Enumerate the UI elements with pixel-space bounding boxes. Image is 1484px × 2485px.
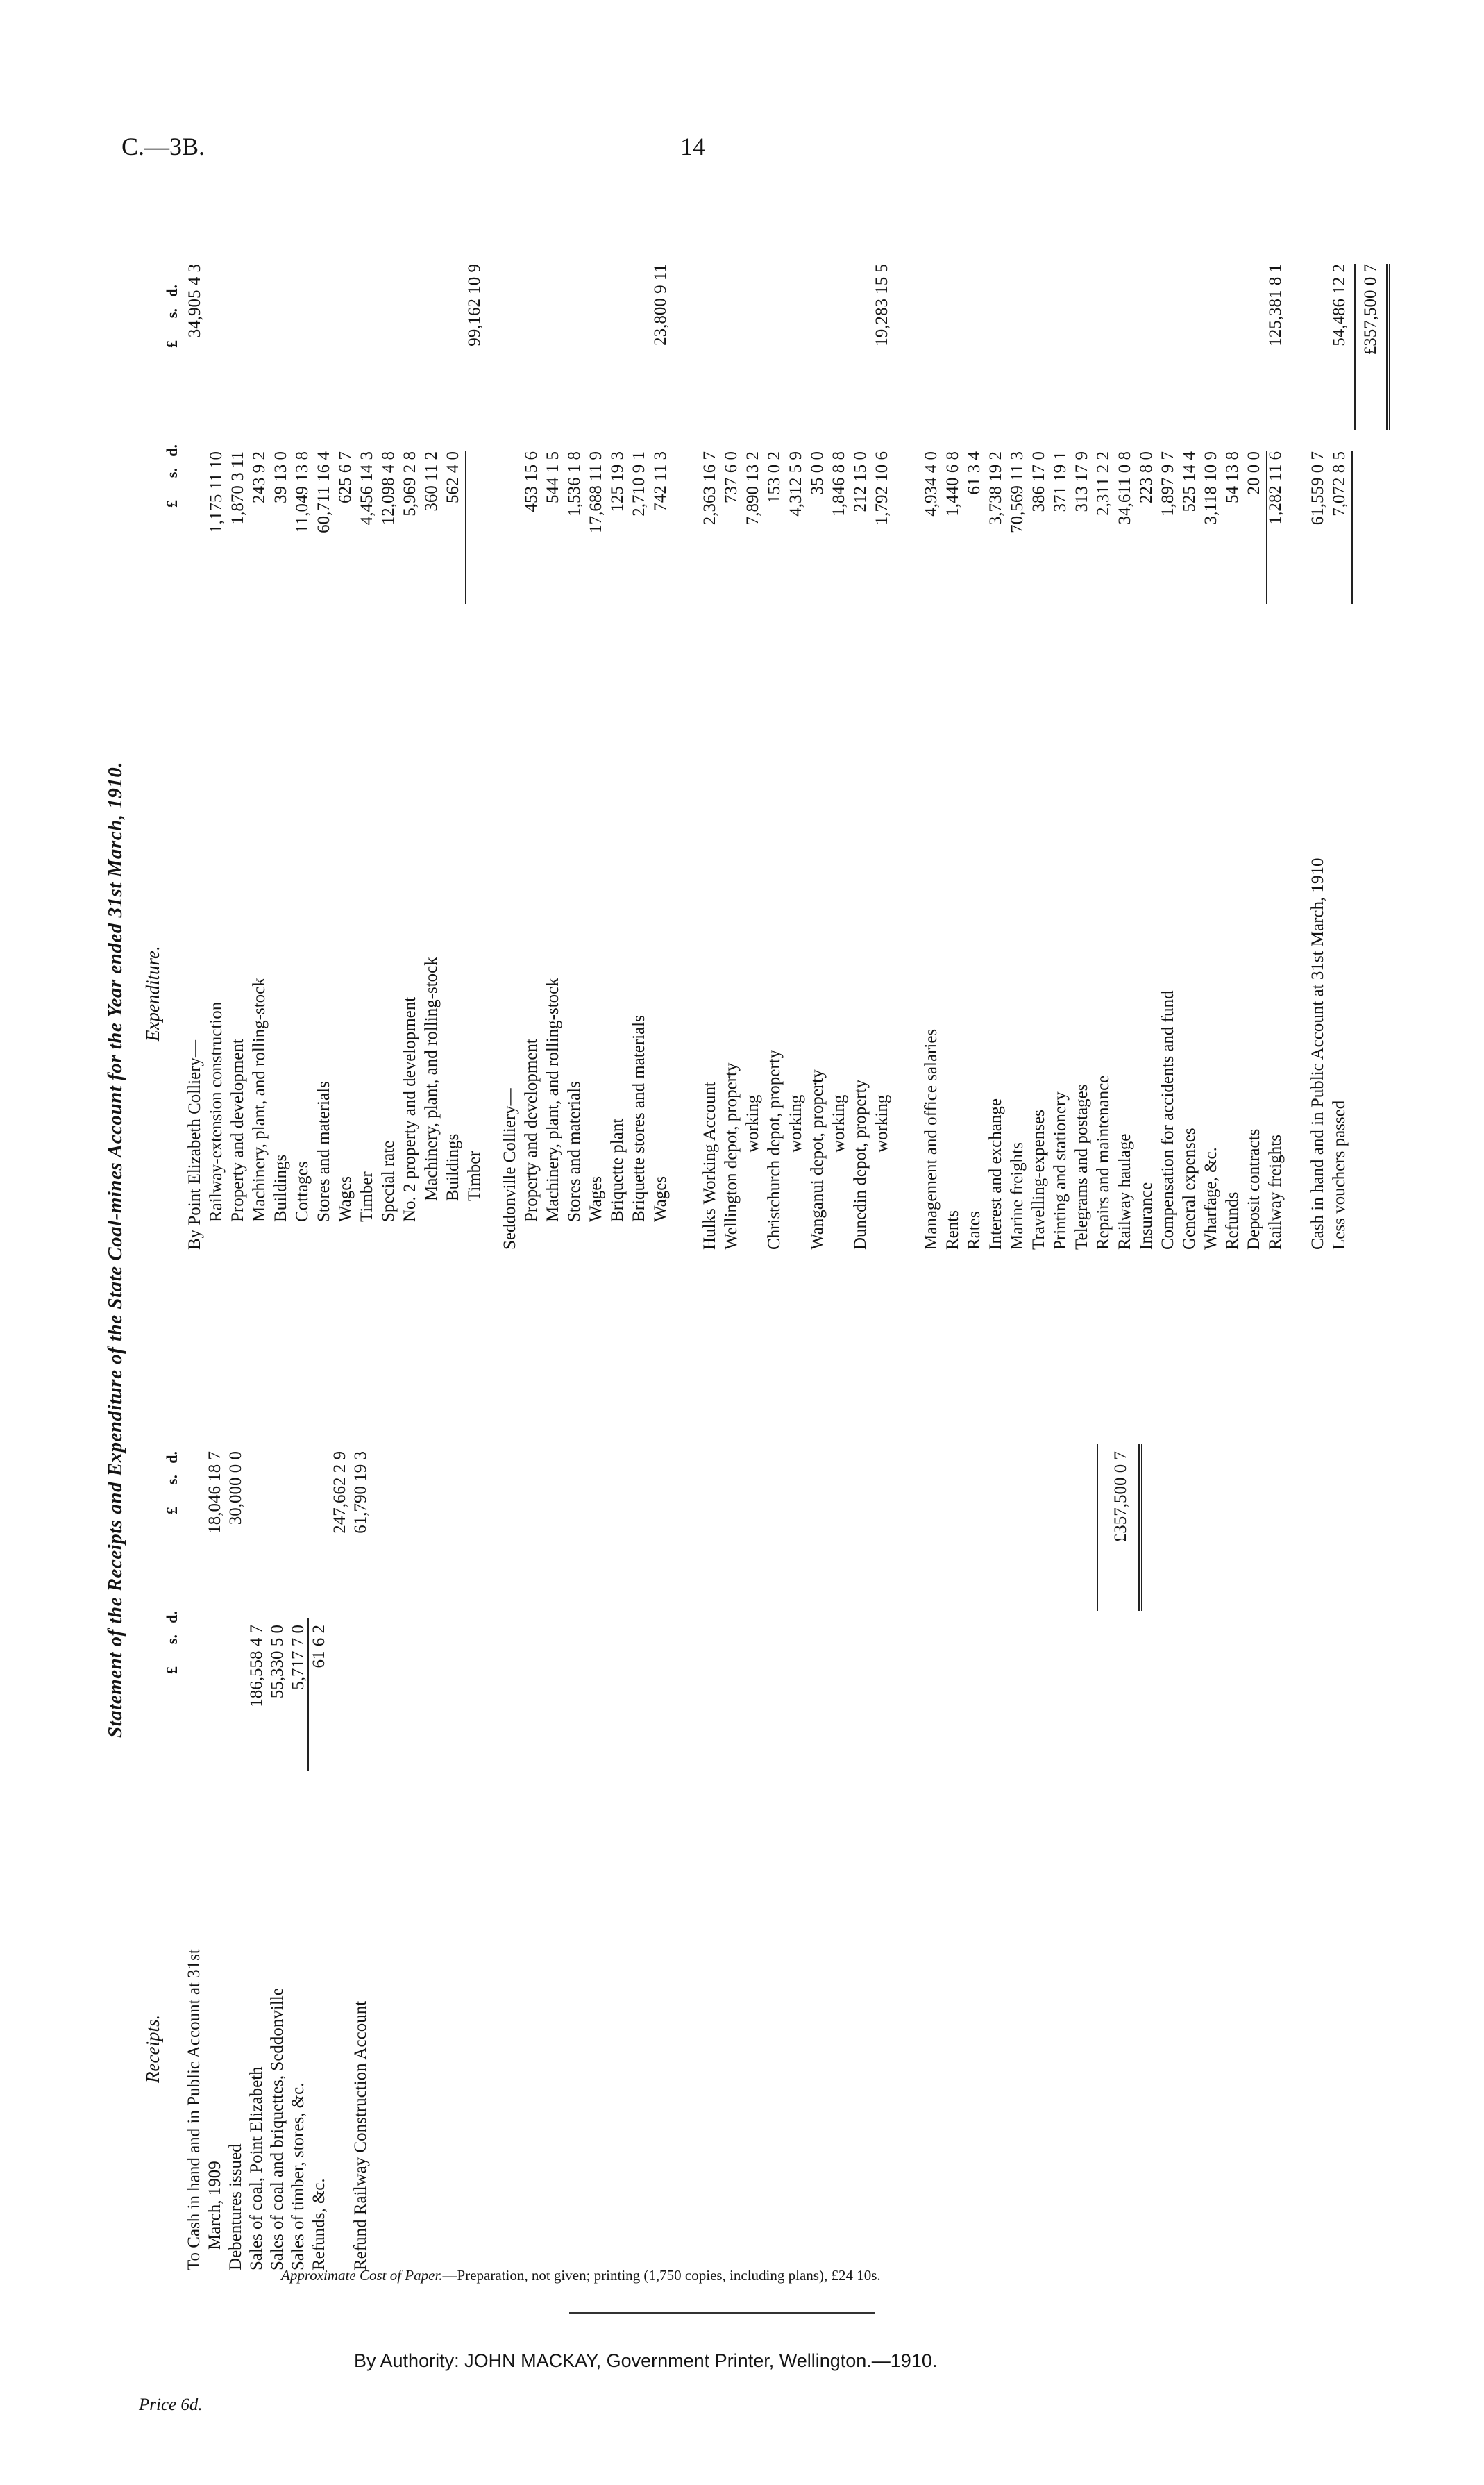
expenditure-line: Railway freights (1266, 1135, 1285, 1250)
expenditure-grand-total: £357,500 0 7 (1361, 264, 1380, 355)
receipt-total-amount (184, 1451, 205, 1611)
expenditure-line: Wages (587, 1175, 605, 1222)
expenditure-line: Wages (336, 1175, 355, 1222)
general-total: 125,381 8 1 (1266, 264, 1285, 346)
receipt-detail-amount (330, 1625, 351, 1771)
receipt-detail-amount: 5,717 7 0 (289, 1625, 307, 1690)
expenditure-line: Less vouchers passed (1330, 1100, 1349, 1250)
expenditure-amount: 360 11 2 (422, 451, 441, 512)
expenditure-line: Timber (357, 1171, 376, 1222)
page-number: 14 (680, 133, 705, 160)
receipt-total-amount: 61,790 19 3 (351, 1451, 370, 1534)
expenditure-amount: 243 9 2 (250, 451, 269, 503)
expenditure-line: Deposit contracts (1245, 1128, 1263, 1250)
receipt-detail-amount: 55,330 5 0 (268, 1625, 287, 1699)
expenditure-amount: 4,312 5 9 (786, 451, 805, 517)
expenditure-line: Wanganui depot, property (808, 1069, 827, 1250)
expenditure-line: Dunedin depot, property (851, 1079, 870, 1250)
expenditure-amount: 61 3 4 (965, 451, 984, 495)
authority-line: By Authority: JOHN MACKAY, Government Printer, Wellington.—1910. (354, 2350, 938, 2371)
expenditure-line: No. 2 property and development (400, 996, 419, 1222)
expenditure-amount: 34,611 0 8 (1115, 451, 1134, 525)
expenditure-amount: 60,711 16 4 (314, 451, 333, 533)
expenditure-amount: 212 15 0 (851, 451, 870, 512)
expenditure-line: Insurance (1137, 1182, 1156, 1250)
expenditure-amount: 625 6 7 (336, 451, 355, 503)
expenditure-amount: 12,098 4 8 (379, 451, 398, 526)
receipt-total-amount (246, 1451, 267, 1611)
receipts-heading: Receipts. (142, 2014, 163, 2083)
exp-total-rule (1354, 264, 1356, 430)
receipt-total-amount (288, 1451, 309, 1611)
expenditure-line: Management and office salaries (922, 1028, 941, 1250)
cash-rule (1351, 451, 1353, 604)
expenditure-amount: 7,890 13 2 (743, 451, 762, 526)
receipt-detail-amount (184, 1625, 205, 1771)
expenditure-amount: 386 17 0 (1029, 451, 1048, 512)
expenditure-line: Refunds (1223, 1191, 1242, 1250)
expenditure-amount: 4,934 4 0 (922, 451, 941, 517)
expenditure-amount: 1,792 10 6 (872, 451, 891, 526)
receipt-line: To Cash in hand and in Public Account at 31st (185, 1949, 203, 2270)
expenditure-amount: 1,536 1 8 (565, 451, 584, 517)
receipt-detail-amount: 186,558 4 7 (247, 1625, 266, 1707)
expenditure-line: Property and development (228, 1039, 247, 1222)
price-label: Price 6d. (139, 2395, 203, 2414)
expenditure-line: Interest and exchange (986, 1098, 1005, 1250)
receipt-line: March, 1909 (205, 2161, 224, 2250)
receipt-total-amount: 30,000 0 0 (226, 1451, 245, 1525)
sed-total: 23,800 9 11 (651, 264, 670, 346)
receipts-detail-amounts (184, 1625, 371, 1771)
expenditure-line: Briquette plant (608, 1118, 627, 1222)
expenditure-amount: 1,897 9 7 (1158, 451, 1177, 517)
pe-total: 99,162 10 9 (465, 264, 484, 346)
expenditure-line: Buildings (271, 1154, 290, 1222)
rotated-statement (104, 215, 1380, 2284)
statement-title: Statement of the Receipts and Expenditure of the State Coal-mines Account for the Year ended 31st March, 1910. (104, 762, 126, 1738)
expenditure-line: Machinery, plant, and rolling-stock (543, 978, 562, 1222)
expenditure-line: Christchurch depot, property (765, 1049, 784, 1250)
receipt-line: Sales of coal and briquettes, Seddonville (268, 1988, 287, 2270)
receipt-line: Sales of coal, Point Elizabeth (247, 2066, 266, 2270)
expenditure-amount: 1,846 8 8 (829, 451, 848, 517)
receipts-total-rule (1097, 1444, 1098, 1611)
expenditure-line: Rates (965, 1211, 984, 1250)
expenditure-line: Timber (465, 1151, 484, 1201)
expenditure-amount: 1,175 11 10 (207, 451, 226, 533)
expenditure-amount: 5,969 2 8 (400, 451, 419, 517)
expenditure-amount: 371 19 1 (1051, 451, 1070, 512)
receipt-line: Refunds, &c. (310, 2178, 328, 2270)
expenditure-amount: 1,282 11 6 (1266, 451, 1285, 525)
expenditure-line: Cottages (293, 1161, 312, 1222)
receipt-detail-amount (351, 1625, 371, 1771)
expenditure-amount: 3,738 19 2 (986, 451, 1005, 526)
expenditure-amount: 17,688 11 9 (587, 451, 605, 533)
expenditure-line: working (743, 1094, 762, 1153)
expenditure-amount: 7,072 8 5 (1330, 451, 1349, 517)
expenditure-amount: 35 0 0 (808, 451, 827, 495)
expenditure-amount: 562 4 0 (444, 451, 462, 503)
receipts-lines (184, 1771, 371, 2270)
expenditure-amount: 39 13 0 (271, 451, 290, 503)
expenditure-line: Telegrams and postages (1072, 1084, 1091, 1250)
pe-subtotal-rule (465, 451, 466, 604)
cash-total: 54,486 12 2 (1330, 264, 1349, 346)
expenditure-amount: 4,456 14 3 (357, 451, 376, 526)
expenditure-line: Briquette stores and materials (630, 1015, 648, 1222)
authority-rule (569, 2312, 875, 2314)
expenditure-amount: 223 8 0 (1137, 451, 1156, 503)
receipts-total-amounts (184, 1451, 371, 1611)
expenditure-amount: 54 13 8 (1223, 451, 1242, 503)
receipt-line: Sales of timber, stores, &c. (289, 2082, 307, 2270)
expenditure-line: Property and development (522, 1039, 541, 1222)
expenditure-amount: 2,363 16 7 (700, 451, 719, 526)
expenditure-line: Marine freights (1008, 1142, 1027, 1250)
hulks-total: 19,283 15 5 (872, 264, 891, 346)
expenditure-amount: 525 14 4 (1180, 451, 1199, 512)
receipt-line (330, 1771, 351, 2270)
expenditure-line: Wharfage, &c. (1201, 1147, 1220, 1250)
expenditure-amount: 1,870 3 11 (228, 451, 247, 525)
expenditure-amount: 742 11 3 (651, 451, 670, 512)
pe-total-top: 34,905 4 3 (185, 264, 204, 338)
expenditure-amount: 11,049 13 8 (293, 451, 312, 533)
expenditure-amount: 544 1 5 (543, 451, 562, 503)
expenditure-line: Railway-extension construction (207, 1001, 226, 1222)
expenditure-line: Machinery, plant, and rolling-stock (250, 978, 269, 1222)
expenditure-line: Repairs and maintenance (1094, 1075, 1113, 1250)
expenditure-line: Cash in hand and in Public Account at 31st March, 1910 (1308, 857, 1327, 1250)
expenditure-amount: 3,118 10 9 (1201, 451, 1220, 525)
exp-grand-total-double-rule (1386, 264, 1390, 430)
receipts-grand-total: £357,500 0 7 (1111, 1451, 1130, 1543)
receipt-detail-amount: 61 6 2 (310, 1625, 328, 1668)
expenditure-line: working (872, 1094, 891, 1153)
expenditure-money-heads: £s.d.£s.d. (163, 285, 180, 508)
expenditure-line: Compensation for accidents and fund (1158, 990, 1177, 1250)
expenditure-line: Machinery, plant, and rolling-stock (422, 957, 441, 1201)
receipt-total-amount: 247,662 2 9 (330, 1451, 349, 1534)
page-header-ref: C.—3B. (121, 133, 205, 160)
expenditure-amount: 313 17 9 (1072, 451, 1091, 512)
expenditure-amount: 70,569 11 3 (1008, 451, 1027, 533)
expenditure-heading: Expenditure. (142, 946, 163, 1041)
expenditure-line: Buildings (444, 1133, 462, 1201)
expenditure-section-heading: Seddonville Colliery— (500, 1088, 519, 1250)
expenditure-line: Special rate (379, 1140, 398, 1222)
expenditure-line: Stores and materials (314, 1081, 333, 1222)
expenditure-line: Printing and stationery (1051, 1091, 1070, 1250)
receipt-detail-amount (226, 1625, 246, 1771)
receipts-grand-total-double-rule (1138, 1444, 1142, 1611)
expenditure-section-heading: By Point Elizabeth Colliery— (185, 1039, 204, 1250)
expenditure-amount: 125 19 3 (608, 451, 627, 512)
expenditure-line: Stores and materials (565, 1081, 584, 1222)
receipt-line: Debentures issued (226, 2143, 245, 2270)
approx-cost-note: Approximate Cost of Paper.—Preparation, not given; printing (1,750 copies, including plans), £24 10s. (281, 2267, 881, 2284)
expenditure-amount: 61,559 0 7 (1308, 451, 1327, 526)
expenditure-line: Wellington depot, property (722, 1062, 741, 1250)
receipt-detail-amount (205, 1625, 226, 1771)
expenditure-line: Travelling-expenses (1029, 1110, 1048, 1250)
expenditure-line: Hulks Working Account (700, 1082, 719, 1250)
general-subtotal-rule (1266, 451, 1267, 604)
expenditure-line: working (786, 1094, 805, 1153)
receipt-total-amount: 18,046 18 7 (205, 1451, 224, 1534)
expenditure-amount: 2,311 2 2 (1094, 451, 1113, 516)
expenditure-amount: 153 0 2 (765, 451, 784, 503)
expenditure-line: Rents (943, 1210, 962, 1250)
expenditure-amount: 737 6 0 (722, 451, 741, 503)
expenditure-line: Railway haulage (1115, 1133, 1134, 1250)
expenditure-amount: 2,710 9 1 (630, 451, 648, 517)
receipt-line: Refund Railway Construction Account (351, 2000, 370, 2270)
expenditure-line: General expenses (1180, 1128, 1199, 1250)
expenditure-line: Wages (651, 1175, 670, 1222)
expenditure-amount: 453 15 6 (522, 451, 541, 512)
receipt-total-amount (309, 1451, 330, 1611)
receipt-total-amount (267, 1451, 288, 1611)
receipts-subtotal-rule (307, 1618, 309, 1771)
expenditure-amount: 1,440 6 8 (943, 451, 962, 517)
expenditure-line: working (829, 1094, 848, 1153)
expenditure-amount: 20 0 0 (1245, 451, 1263, 495)
receipts-money-heads: £s.d.£s.d. (163, 1451, 180, 1674)
